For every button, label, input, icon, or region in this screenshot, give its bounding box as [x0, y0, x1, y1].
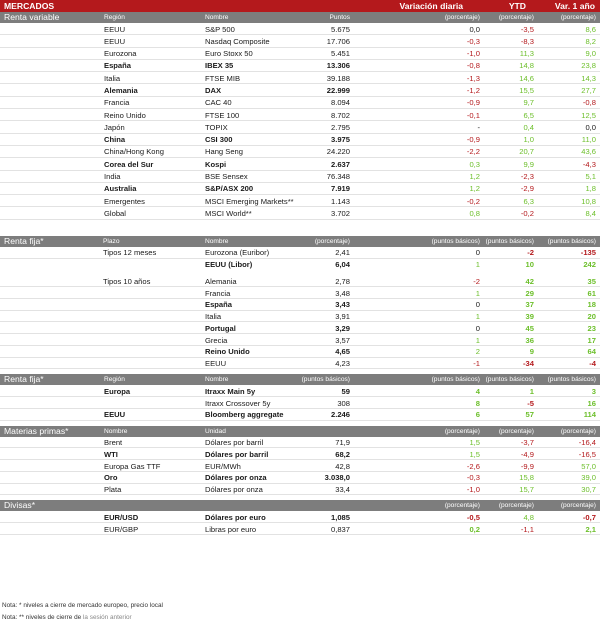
- ytd-change-cell: 57: [525, 410, 534, 420]
- points-cell: 5.675: [330, 24, 350, 34]
- daily-change-cell: -0,3: [466, 473, 480, 483]
- table-row: [0, 299, 600, 311]
- daily-change-cell: 0,8: [469, 208, 480, 218]
- ytd-change-cell: -5: [527, 398, 534, 408]
- year-change-cell: 64: [587, 347, 596, 357]
- region-cell: EEUU: [104, 36, 126, 46]
- year-change-cell: 12,5: [581, 110, 596, 120]
- daily-change-cell: 1: [475, 260, 480, 269]
- table-row: [0, 437, 600, 449]
- year-change-cell: 30,7: [581, 485, 596, 494]
- year-change-cell: 0,0: [585, 122, 596, 132]
- year-change-cell: 10,8: [581, 196, 596, 206]
- points-cell: 3.702: [330, 208, 350, 218]
- col-year-unit: (porcentaje): [560, 427, 596, 435]
- ytd-change-cell: 36: [525, 335, 534, 345]
- index-name-cell: IBEX 35: [205, 61, 234, 71]
- table-row: [0, 523, 600, 535]
- ytd-change-cell: 6,5: [523, 110, 534, 120]
- ytd-change-cell: 37: [525, 300, 534, 310]
- table-row: [0, 48, 600, 60]
- table-row: [0, 358, 600, 370]
- index-name-cell: Hang Seng: [205, 147, 243, 157]
- spread-cell: 2.246: [330, 410, 350, 420]
- bond-name-cell: Italia: [205, 312, 222, 321]
- table-row: [0, 472, 600, 484]
- col-daily-unit: (puntos básicos): [431, 237, 480, 245]
- table-row: [0, 511, 600, 523]
- col-year-header: Var. 1 año: [554, 1, 595, 11]
- table-row: [0, 259, 600, 271]
- year-change-cell: -16,5: [578, 449, 596, 459]
- yield-cell: 2,78: [335, 276, 350, 286]
- daily-change-cell: -0,5: [466, 512, 480, 522]
- table-row: [0, 195, 600, 207]
- table-row: [0, 334, 600, 346]
- year-change-cell: -4: [589, 359, 596, 368]
- table-row: [0, 385, 600, 397]
- price-cell: 71,9: [335, 438, 350, 447]
- commodities-rows: [0, 437, 600, 496]
- ytd-change-cell: -3,5: [520, 24, 534, 34]
- daily-change-cell: -0,1: [466, 110, 480, 120]
- col-value-unit: (porcentaje): [314, 237, 350, 245]
- points-cell: 8.094: [330, 98, 350, 108]
- table-row: [0, 158, 600, 170]
- col-unit-label: Unidad: [205, 427, 226, 435]
- footnote-2-text: Nota: ** niveles de cierre de: [2, 614, 83, 621]
- region-cell: Europa: [104, 386, 131, 396]
- index-name-cell: Nasdaq Composite: [205, 36, 270, 46]
- rate-cell: 1,085: [330, 512, 350, 522]
- daily-change-cell: -0,2: [466, 196, 480, 206]
- rate-cell: 0,837: [330, 524, 350, 534]
- col-ytd-unit: (porcentaje): [498, 502, 534, 510]
- table-row: [0, 171, 600, 183]
- footnote-1-text: Nota: * niveles a cierre de mercado europeo, precio local: [2, 602, 163, 609]
- year-change-cell: 5,1: [585, 172, 596, 182]
- year-change-cell: 2,1: [585, 524, 596, 534]
- currencies-rows: [0, 511, 600, 535]
- table-row: [0, 72, 600, 84]
- points-cell: 22.999: [326, 85, 350, 95]
- year-change-cell: 114: [583, 410, 596, 420]
- daily-change-cell: 1,2: [469, 184, 480, 194]
- col-ytd-unit: (porcentaje): [498, 427, 534, 435]
- ytd-change-cell: 15,8: [519, 473, 534, 483]
- table-row: [0, 460, 600, 472]
- year-change-cell: 23,8: [581, 61, 596, 71]
- year-change-cell: 35: [587, 276, 596, 286]
- region-cell: EEUU: [104, 24, 126, 34]
- col-value-unit: (puntos básicos): [301, 376, 350, 384]
- year-change-cell: 14,3: [581, 73, 596, 83]
- table-row: [0, 287, 600, 299]
- index-name-cell: S&P/ASX 200: [205, 184, 254, 194]
- index-name-cell: MSCI Emerging Markets**: [205, 196, 294, 206]
- ytd-change-cell: -3,7: [520, 438, 534, 447]
- unit-cell: Libras por euro: [205, 524, 257, 534]
- table-row: [0, 146, 600, 158]
- markets-header: [0, 0, 600, 12]
- year-change-cell: -0,7: [582, 512, 596, 522]
- year-change-cell: 20: [587, 312, 596, 321]
- ytd-change-cell: 9,9: [523, 159, 534, 169]
- region-cell: Japón: [104, 122, 125, 132]
- daily-change-cell: 1,2: [469, 172, 480, 182]
- table-row: [0, 134, 600, 146]
- section-title: Renta fija*: [4, 374, 44, 385]
- points-cell: 24.220: [326, 147, 350, 157]
- table-row: [0, 183, 600, 195]
- year-change-cell: 9,0: [585, 49, 596, 59]
- index-name-cell: Euro Stoxx 50: [205, 49, 253, 59]
- region-cell: Global: [104, 208, 126, 218]
- daily-change-cell: -0,9: [466, 98, 480, 108]
- daily-change-cell: -1,3: [466, 73, 480, 83]
- col-year-unit: (puntos básicos): [547, 237, 596, 245]
- region-cell: China/Hong Kong: [104, 147, 164, 157]
- spacer: [0, 220, 600, 236]
- col-year-unit: (puntos básicos): [547, 376, 596, 384]
- year-change-cell: 11,0: [581, 135, 596, 145]
- table-row: [0, 97, 600, 109]
- ytd-change-cell: 20,7: [519, 147, 534, 157]
- daily-change-cell: -: [477, 122, 480, 132]
- ytd-change-cell: -2,9: [520, 184, 534, 194]
- yield-cell: 3,57: [335, 335, 350, 345]
- col-points-label: Puntos: [329, 14, 350, 21]
- region-cell: China: [104, 135, 126, 145]
- yield-cell: 3,29: [335, 323, 350, 333]
- table-row: [0, 207, 600, 219]
- unit-cell: Dólares por barril: [205, 438, 264, 447]
- table-row: [0, 484, 600, 496]
- index-name-cell: MSCI World**: [205, 208, 252, 218]
- points-cell: 1.143: [330, 196, 350, 206]
- index-name-cell: Itraxx Crossover 5y: [205, 398, 271, 408]
- region-cell: Italia: [104, 73, 121, 83]
- table-row: [0, 409, 600, 421]
- ytd-change-cell: -9,9: [520, 461, 534, 471]
- year-change-cell: 16: [587, 398, 596, 408]
- index-name-cell: DAX: [205, 85, 222, 95]
- col-daily-unit: (porcentaje): [444, 14, 480, 21]
- commodity-name-cell: Oro: [104, 473, 118, 483]
- section-fixed-income-credit-header: [0, 374, 600, 385]
- year-change-cell: 242: [583, 260, 596, 269]
- daily-change-cell: 1: [475, 312, 480, 321]
- bond-name-cell: Grecia: [205, 335, 228, 345]
- term-cell: Tipos 10 años: [103, 276, 151, 286]
- daily-change-cell: -2: [473, 276, 480, 286]
- ytd-change-cell: -4,9: [520, 449, 534, 459]
- points-cell: 3.975: [330, 135, 350, 145]
- section-title: Materias primas*: [4, 425, 69, 436]
- col-daily-unit: (porcentaje): [444, 502, 480, 510]
- price-cell: 3.038,0: [324, 473, 350, 483]
- daily-change-cell: 2: [475, 347, 480, 357]
- col-ytd-header: YTD: [508, 1, 526, 11]
- section-title: Renta fija*: [4, 235, 44, 246]
- bond-name-cell: Francia: [205, 288, 231, 298]
- daily-change-cell: -1,2: [466, 85, 480, 95]
- section-title: Renta variable: [4, 12, 60, 22]
- section-currencies-header: [0, 500, 600, 511]
- index-name-cell: TOPIX: [205, 122, 228, 132]
- daily-change-cell: 0: [475, 248, 480, 258]
- index-name-cell: Kospi: [205, 159, 227, 169]
- section-title: Divisas*: [4, 500, 36, 511]
- table-row: [0, 322, 600, 334]
- year-change-cell: -16,4: [578, 438, 596, 447]
- col-name-label: Nombre: [205, 376, 229, 384]
- daily-change-cell: 1,5: [469, 449, 480, 459]
- col-term-label: Plazo: [103, 237, 120, 245]
- year-change-cell: 18: [587, 300, 596, 310]
- yield-cell: 2,41: [335, 248, 350, 258]
- col-daily-unit: (puntos básicos): [431, 376, 480, 384]
- table-row: [0, 346, 600, 358]
- commodity-name-cell: Brent: [104, 438, 123, 447]
- year-change-cell: 61: [587, 288, 596, 298]
- daily-change-cell: -1,0: [466, 49, 480, 59]
- bond-name-cell: Portugal: [205, 323, 236, 333]
- col-ytd-unit: (puntos básicos): [485, 376, 534, 384]
- yield-cell: 4,23: [335, 359, 350, 368]
- table-row: [0, 275, 600, 287]
- col-name-label: Nombre: [205, 237, 229, 245]
- table-row: [0, 84, 600, 96]
- year-change-cell: 27,7: [581, 85, 596, 95]
- year-change-cell: 8,2: [585, 36, 596, 46]
- daily-change-cell: 0,0: [469, 24, 480, 34]
- ytd-change-cell: 6,3: [523, 196, 534, 206]
- table-row: [0, 23, 600, 35]
- section-commodities-header: [0, 426, 600, 437]
- region-cell: España: [104, 61, 132, 71]
- ytd-change-cell: -34: [523, 359, 534, 368]
- footnote-2-text-tail: la sesión anterior: [83, 614, 132, 621]
- region-cell: Emergentes: [104, 196, 145, 206]
- index-name-cell: S&P 500: [205, 24, 235, 34]
- yield-cell: 3,43: [335, 300, 350, 310]
- points-cell: 13.306: [326, 61, 350, 71]
- ytd-change-cell: 39: [525, 312, 534, 321]
- daily-change-cell: -2,2: [466, 147, 480, 157]
- region-cell: Reino Unido: [104, 110, 146, 120]
- daily-change-cell: -0,3: [466, 36, 480, 46]
- commodity-name-cell: WTI: [104, 449, 118, 459]
- term-cell: Tipos 12 meses: [103, 248, 157, 258]
- table-row: [0, 121, 600, 133]
- table-row: [0, 109, 600, 121]
- ytd-change-cell: 45: [525, 323, 534, 333]
- col-name-label: Nombre: [205, 14, 229, 21]
- ytd-change-cell: 29: [525, 288, 534, 298]
- year-change-cell: 3: [591, 386, 596, 396]
- yield-cell: 3,91: [335, 312, 350, 321]
- unit-cell: Dólares por onza: [205, 485, 263, 494]
- daily-change-cell: 0,3: [469, 159, 480, 169]
- table-row: [0, 247, 600, 259]
- ytd-change-cell: -2: [527, 248, 534, 258]
- ytd-change-cell: 15,7: [519, 485, 534, 494]
- col-daily-header: Variación diaria: [399, 1, 463, 11]
- year-change-cell: 57,0: [581, 461, 596, 471]
- ytd-change-cell: -2,3: [520, 172, 534, 182]
- year-change-cell: 1,8: [585, 184, 596, 194]
- table-row: [0, 60, 600, 72]
- index-name-cell: CSI 300: [205, 135, 233, 145]
- footnote-1: [2, 602, 163, 609]
- points-cell: 39.188: [326, 73, 350, 83]
- points-cell: 17.706: [326, 36, 350, 46]
- ytd-change-cell: 11,3: [519, 49, 534, 59]
- col-region-label: Región: [104, 376, 125, 384]
- col-name-label: Nombre: [104, 427, 128, 435]
- index-name-cell: FTSE MIB: [205, 73, 241, 83]
- daily-change-cell: 4: [475, 386, 480, 396]
- ytd-change-cell: 14,8: [519, 61, 534, 71]
- daily-change-cell: 1,5: [469, 438, 480, 447]
- index-name-cell: CAC 40: [205, 98, 232, 108]
- daily-change-cell: 1: [475, 335, 480, 345]
- col-ytd-unit: (puntos básicos): [485, 237, 534, 245]
- year-change-cell: 43,6: [581, 147, 596, 157]
- daily-change-cell: -1: [473, 359, 480, 368]
- daily-change-cell: 1: [475, 288, 480, 298]
- year-change-cell: 8,6: [585, 24, 596, 34]
- price-cell: 68,2: [335, 449, 350, 459]
- points-cell: 2.795: [330, 122, 350, 132]
- rates-rows: [0, 247, 600, 370]
- year-change-cell: 23: [587, 323, 596, 333]
- unit-cell: EUR/MWh: [205, 461, 241, 471]
- index-name-cell: BSE Sensex: [205, 172, 248, 182]
- region-cell: Corea del Sur: [104, 159, 154, 169]
- commodity-name-cell: Europa Gas TTF: [104, 461, 161, 471]
- col-year-unit: (porcentaje): [560, 502, 596, 510]
- points-cell: 2.637: [330, 159, 350, 169]
- currency-pair-cell: EUR/USD: [104, 512, 139, 522]
- col-year-unit: (porcentaje): [560, 14, 596, 21]
- price-cell: 33,4: [335, 485, 350, 494]
- col-region-label: Región: [104, 14, 125, 21]
- ytd-change-cell: -0,2: [520, 208, 534, 218]
- daily-change-cell: -1,0: [466, 485, 480, 494]
- bond-name-cell: España: [205, 300, 233, 310]
- daily-change-cell: 0: [475, 323, 480, 333]
- daily-change-cell: -2,6: [466, 461, 480, 471]
- currency-pair-cell: EUR/GBP: [104, 524, 139, 534]
- region-cell: Alemania: [104, 85, 138, 95]
- section-equity-header: [0, 12, 600, 23]
- ytd-change-cell: 10: [525, 260, 534, 269]
- unit-cell: Dólares por barril: [205, 449, 269, 459]
- daily-change-cell: 8: [475, 398, 480, 408]
- points-cell: 5.451: [330, 49, 350, 59]
- points-cell: 8.702: [330, 110, 350, 120]
- ytd-change-cell: 4,8: [523, 512, 534, 522]
- section-fixed-income-rates-header: [0, 236, 600, 247]
- col-ytd-unit: (porcentaje): [498, 14, 534, 21]
- footnote-2: [2, 614, 132, 621]
- col-daily-unit: (porcentaje): [444, 427, 480, 435]
- index-name-cell: FTSE 100: [205, 110, 240, 120]
- bond-name-cell: Eurozona (Euribor): [205, 248, 270, 258]
- spread-cell: 308: [337, 398, 350, 408]
- markets-title: MERCADOS: [4, 1, 55, 11]
- ytd-change-cell: 42: [525, 276, 534, 286]
- bond-name-cell: Reino Unido: [205, 347, 250, 357]
- region-cell: India: [104, 172, 121, 182]
- yield-cell: 4,65: [335, 347, 350, 357]
- equity-rows: [0, 23, 600, 220]
- price-cell: 42,8: [335, 461, 350, 471]
- bond-name-cell: Alemania: [205, 276, 237, 286]
- yield-cell: 6,04: [335, 260, 350, 269]
- points-cell: 7.919: [330, 184, 350, 194]
- region-cell: Australia: [104, 184, 137, 194]
- region-cell: Eurozona: [104, 49, 137, 59]
- daily-change-cell: 0,2: [469, 524, 480, 534]
- ytd-change-cell: 9: [529, 347, 534, 357]
- points-cell: 76.348: [326, 172, 350, 182]
- year-change-cell: 17: [587, 335, 596, 345]
- credit-rows: [0, 385, 600, 420]
- spread-cell: 59: [341, 386, 350, 396]
- region-cell: Francia: [104, 98, 130, 108]
- ytd-change-cell: 9,7: [523, 98, 534, 108]
- commodity-name-cell: Plata: [104, 485, 122, 494]
- daily-change-cell: 0: [475, 300, 480, 310]
- ytd-change-cell: 0,4: [523, 122, 534, 132]
- ytd-change-cell: 1,0: [523, 135, 534, 145]
- bond-name-cell: EEUU: [205, 359, 227, 368]
- ytd-change-cell: -1,1: [520, 524, 534, 534]
- ytd-change-cell: 1: [529, 386, 534, 396]
- ytd-change-cell: 14,6: [519, 73, 534, 83]
- table-row: [0, 311, 600, 323]
- year-change-cell: 39,0: [581, 473, 596, 483]
- year-change-cell: 8,4: [585, 208, 596, 218]
- index-name-cell: Bloomberg aggregate: [205, 410, 284, 420]
- daily-change-cell: -0,9: [466, 135, 480, 145]
- daily-change-cell: 6: [475, 410, 480, 420]
- table-row: [0, 448, 600, 460]
- region-cell: EEUU: [104, 410, 126, 420]
- year-change-cell: -4,3: [582, 159, 596, 169]
- unit-cell: Dólares por onza: [205, 473, 267, 483]
- year-change-cell: -0,8: [582, 98, 596, 108]
- ytd-change-cell: 15,5: [519, 85, 534, 95]
- unit-cell: Dólares por euro: [205, 512, 266, 522]
- year-change-cell: -135: [580, 248, 596, 258]
- table-row: [0, 35, 600, 47]
- table-row: [0, 397, 600, 409]
- index-name-cell: Itraxx Main 5y: [205, 386, 256, 396]
- ytd-change-cell: -8,3: [520, 36, 534, 46]
- bond-name-cell: EEUU (Libor): [205, 260, 253, 269]
- daily-change-cell: -0,8: [466, 61, 480, 71]
- yield-cell: 3,48: [335, 288, 350, 298]
